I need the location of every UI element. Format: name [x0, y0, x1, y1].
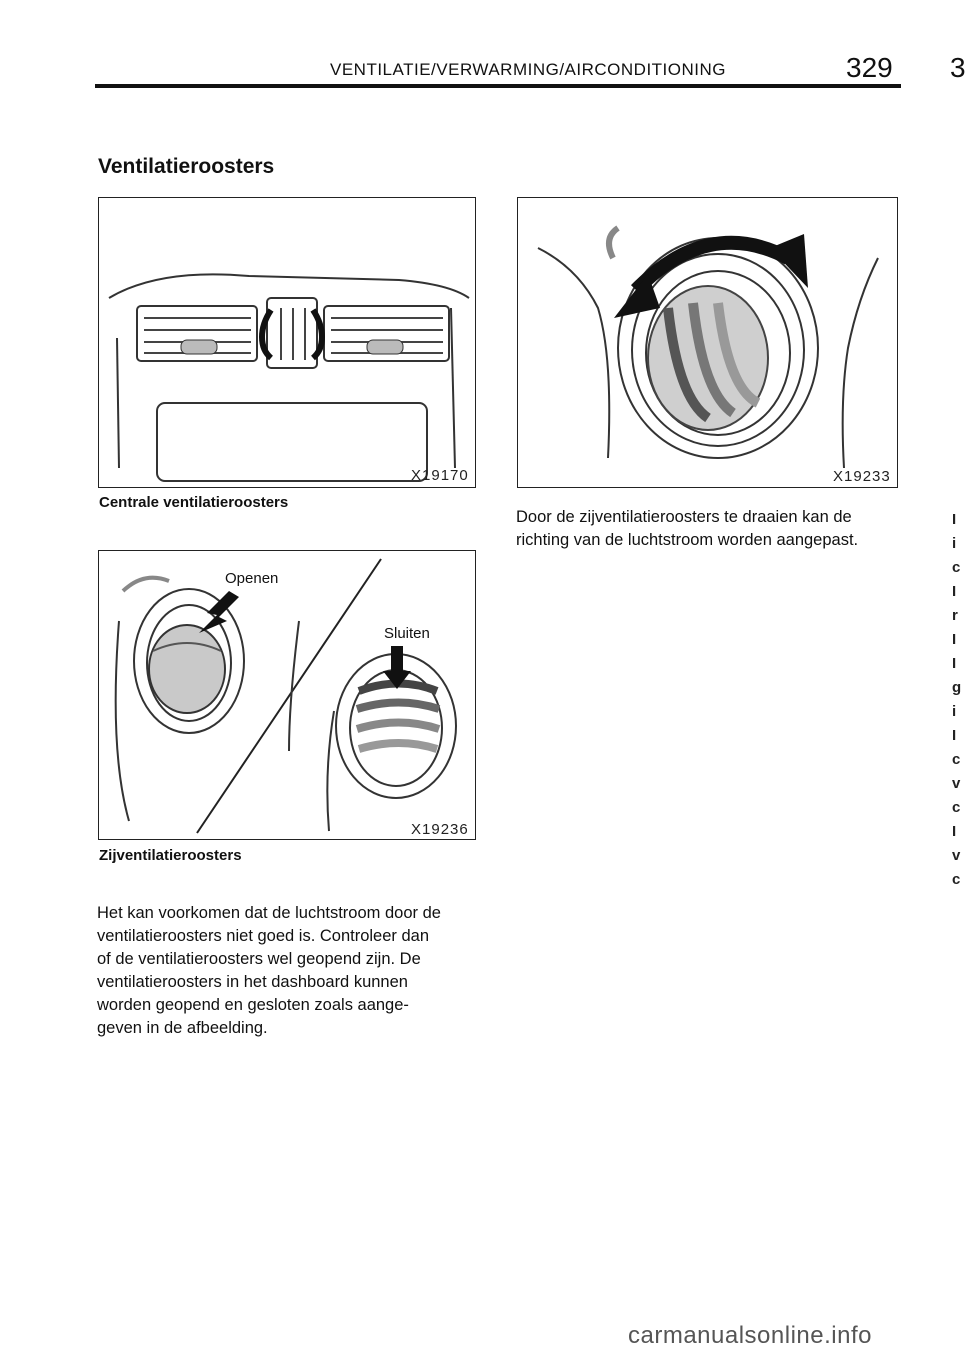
- right-paragraph: [516, 506, 858, 552]
- watermark: carmanualsonline.info: [628, 1322, 872, 1349]
- paragraph-line: ventilatieroosters niet goed is. Controleer dan: [97, 927, 430, 945]
- edge-letter: c: [952, 799, 961, 816]
- edge-letter: v: [952, 847, 961, 864]
- header-rule: [95, 84, 901, 88]
- paragraph-line: geven in de afbeelding.: [97, 1019, 268, 1037]
- edge-letter: I: [952, 823, 957, 840]
- edge-letter: c: [952, 871, 961, 888]
- rotate-vent-illustration: [518, 198, 897, 487]
- label-open: Openen: [225, 570, 279, 587]
- figure-caption-central: Centrale ventilatieroosters: [99, 494, 289, 511]
- paragraph-line: ventilatieroosters in het dashboard kunnen: [97, 973, 408, 991]
- edge-letter: I: [952, 511, 957, 528]
- left-paragraph: [97, 902, 441, 1040]
- figure-code-rotate: X19233: [833, 468, 891, 485]
- edge-letter: c: [952, 751, 961, 768]
- side-vents-figure: [98, 550, 476, 840]
- figure-caption-side: Zijventilatieroosters: [99, 847, 242, 864]
- side-vents-illustration: [99, 551, 475, 839]
- edge-letter: i: [952, 703, 957, 720]
- edge-letter: r: [952, 607, 958, 624]
- paragraph-line: worden geopend en gesloten zoals aange-: [97, 996, 409, 1014]
- edge-letter: v: [952, 775, 961, 792]
- paragraph-line: Door de zijventilatieroosters te draaien kan de: [516, 508, 852, 526]
- central-vents-figure: [98, 197, 476, 488]
- paragraph-line: richting van de luchtstroom worden aangepast.: [516, 531, 859, 549]
- figure-code-side: X19236: [411, 821, 469, 838]
- next-page-edge-letters: [952, 508, 960, 892]
- next-page-number-edge: 3: [950, 52, 966, 83]
- figure-code-central: X19170: [411, 467, 469, 484]
- paragraph-line: of de ventilatieroosters wel geopend zijn. De: [97, 950, 421, 968]
- page-number: 329: [846, 52, 893, 83]
- label-close: Sluiten: [384, 625, 430, 642]
- edge-letter: I: [952, 583, 957, 600]
- central-vents-illustration: [99, 198, 475, 487]
- header-title: VENTILATIE/VERWARMING/AIRCONDITIONING: [330, 60, 726, 79]
- edge-letter: I: [952, 655, 957, 672]
- edge-letter: I: [952, 631, 957, 648]
- rotate-vent-figure: [517, 197, 898, 488]
- section-title: Ventilatieroosters: [98, 155, 275, 178]
- paragraph-line: Het kan voorkomen dat de luchtstroom door de: [97, 904, 441, 922]
- edge-letter: I: [952, 727, 957, 744]
- edge-letter: i: [952, 535, 957, 552]
- edge-letter: c: [952, 559, 961, 576]
- edge-letter: g: [952, 679, 962, 696]
